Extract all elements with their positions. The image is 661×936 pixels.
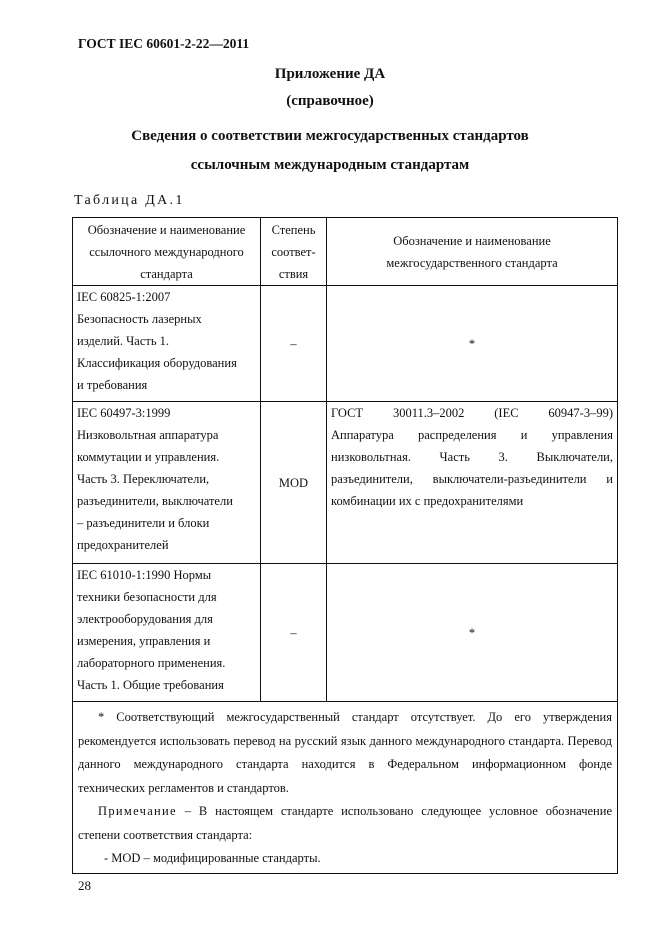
header-text: Обозначение и наименование <box>393 233 551 248</box>
cell-line: Часть 3. Переключатели, <box>77 472 210 486</box>
page-number: 28 <box>78 878 91 893</box>
note-label: Примечание <box>98 804 177 818</box>
footnote-cell <box>73 702 618 874</box>
cell-line: и требования <box>77 378 148 392</box>
header-cell-reference <box>73 218 261 286</box>
mod-definition: - MOD – модифицированные стандарты. <box>104 851 321 865</box>
cell-line: Аппаратура распределения и управления <box>331 428 613 442</box>
table-row <box>73 402 618 564</box>
reference-cell <box>73 564 261 702</box>
header-text: соответ- <box>271 244 316 259</box>
appendix-subtitle: (справочное) <box>286 93 374 109</box>
national-cell: * <box>327 564 618 702</box>
header-text: ссылочного международного <box>89 244 244 259</box>
cell-line: измерения, управления и <box>77 634 211 648</box>
cell-line: коммутации и управления. <box>77 450 220 464</box>
table-caption: Таблица ДА.1 <box>74 193 185 208</box>
national-cell <box>327 402 618 564</box>
table-row <box>73 564 618 702</box>
cell-line: комбинации их с предохранителями <box>331 494 524 508</box>
cell-line: электрооборудования для <box>77 612 213 626</box>
document-code: ГОСТ IEC 60601-2-22—2011 <box>78 36 250 51</box>
cell-line: предохранителей <box>77 538 169 552</box>
reference-cell <box>73 286 261 402</box>
degree-cell: – <box>261 564 327 702</box>
appendix-heading-line2: ссылочным международным стандартам <box>190 157 470 173</box>
table-header-row <box>73 218 618 286</box>
cell-line: Классификация оборудования <box>77 356 237 370</box>
cell-line: разъединители, выключатели <box>77 494 233 508</box>
degree-cell: – <box>261 286 327 402</box>
header-text: стандарта <box>140 266 193 281</box>
footnote-text: * Соответствующий межгосударственный стандарт отсутствует. До его утверждения рекомендуется использовать перевод на русский язык данного международного стандарта. Перевод данного международного стандарта находится в Федеральном информационном фонде технических регламентов и стандартов. <box>78 710 612 795</box>
national-cell: * <box>327 286 618 402</box>
header-cell-degree <box>261 218 327 286</box>
header-text: межгосударственного стандарта <box>386 255 558 270</box>
header-text: Обозначение и наименование <box>87 222 246 237</box>
reference-cell <box>73 402 261 564</box>
cell-line: лабораторного применения. <box>77 656 226 670</box>
header-cell-national <box>327 218 618 286</box>
cell-line: техники безопасности для <box>77 590 217 604</box>
cell-line: Низковольтная аппаратура <box>77 428 219 442</box>
note-text: – В настоящем стандарте использовано следующее условное обозначение степени соответствия стандарта: <box>78 804 612 842</box>
note-paragraph <box>78 800 612 847</box>
cell-line: Безопасность лазерных <box>77 312 202 326</box>
cell-line: Часть 1. Общие требования <box>77 678 224 692</box>
cell-line: – разъединители и блоки <box>77 516 210 530</box>
appendix-title: Приложение ДА <box>274 66 386 82</box>
cell-line: разъединители, выключатели-разъединители и <box>331 472 613 486</box>
table-row <box>73 286 618 402</box>
degree-cell: MOD <box>261 402 327 564</box>
appendix-heading-line1: Сведения о соответствии межгосударственных стандартов <box>131 128 529 144</box>
cell-line: IEC 61010-1:1990 Нормы <box>77 568 212 582</box>
cell-line: низковольтная. Часть 3. Выключатели, <box>331 450 613 464</box>
header-text: ствия <box>278 266 309 281</box>
header-text: Степень <box>271 222 316 237</box>
footnote-row <box>73 702 618 874</box>
correspondence-table <box>72 217 618 874</box>
cell-line: IEC 60497-3:1999 <box>77 406 171 420</box>
cell-line: изделий. Часть 1. <box>77 334 170 348</box>
cell-line: ГОСТ 30011.3–2002 (IEC 60947-3–99) <box>331 406 613 420</box>
cell-line: IEC 60825-1:2007 <box>77 290 171 304</box>
